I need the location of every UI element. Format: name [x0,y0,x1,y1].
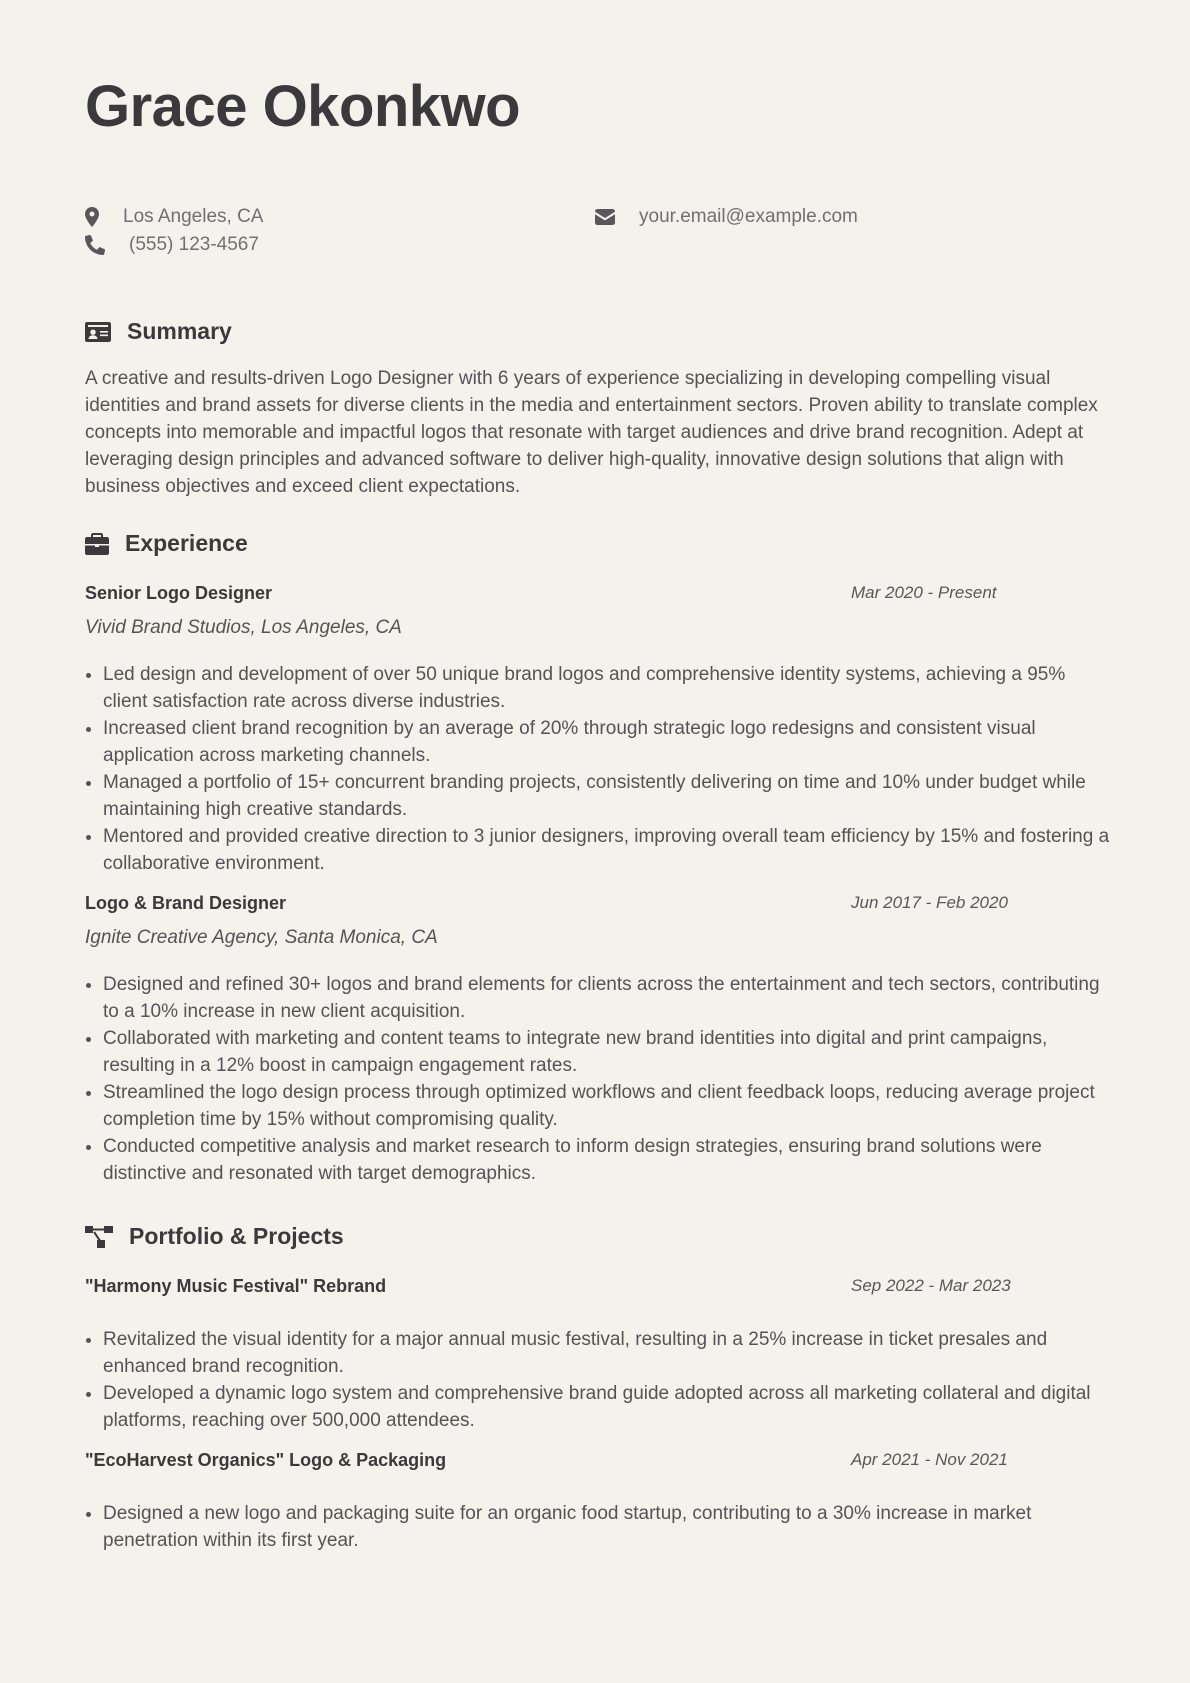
map-pin-icon [85,207,99,227]
briefcase-icon [85,533,109,555]
job-bullets [85,661,1113,877]
project-title: "Harmony Music Festival" Rebrand [85,1276,387,1296]
project-bullets [85,1326,1113,1434]
job-title: Logo & Brand Designer [85,893,287,913]
bullet-item: • Managed a portfolio of 15+ concurrent branding projects, consistently delivering on time and 10% under budget while maintaining high creative standards. [103,769,1113,823]
experience-entry [85,583,1110,877]
project-bullets [85,1500,1113,1554]
contact-email [595,206,858,228]
bullet-item: • Collaborated with marketing and content teams to integrate new brand identities into digital and print campaigns, resulting in a 12% boost in campaign engagement rates. [103,1025,1113,1079]
experience-heading-label: Experience [125,530,248,556]
phone-text: (555) 123-4567 [129,234,259,255]
summary-heading-label: Summary [127,318,232,344]
project-entry [85,1276,1105,1434]
candidate-name: Grace Okonkwo [85,74,521,139]
experience-heading [85,530,1105,557]
job-dates: Mar 2020 - Present [851,583,997,602]
email-text: your.email@example.com [639,206,858,227]
sitemap-icon [85,1226,113,1248]
project-dates: Sep 2022 - Mar 2023 [851,1276,1011,1295]
contact-location [85,206,263,228]
bullet-item: • Designed and refined 30+ logos and brand elements for clients across the entertainment and tech sectors, contributing to a 10% increase in new client acquisition. [103,971,1113,1025]
project-dates: Apr 2021 - Nov 2021 [851,1450,1008,1469]
summary-text: A creative and results-driven Logo Designer with 6 years of experience specializing in developing compelling visual identities and brand assets for diverse clients in the media and entertainment sectors. Proven ability to translate complex concepts into memorable and impactful logos that resonate with target audiences and drive brand recognition. Adept at leveraging design principles and advanced software to deliver high-quality, innovative design solutions that align with business objectives and exceed client expectations. [85,368,1098,497]
id-card-icon [85,322,111,342]
portfolio-heading-label: Portfolio & Projects [129,1223,344,1249]
bullet-item: • Designed a new logo and packaging suite for an organic food startup, contributing to a 30% increase in market penetration within its first year. [103,1500,1113,1554]
job-bullets [85,971,1113,1187]
project-title: "EcoHarvest Organics" Logo & Packaging [85,1450,447,1470]
bullet-item: • Streamlined the logo design process through optimized workflows and client feedback loops, reducing average project completion time by 15% without compromising quality. [103,1079,1113,1133]
bullet-item: • Conducted competitive analysis and market research to inform design strategies, ensuring brand solutions were distinctive and resonated with target demographics. [103,1133,1113,1187]
contact-phone [85,234,259,256]
location-text: Los Angeles, CA [123,206,264,227]
bullet-item: • Mentored and provided creative direction to 3 junior designers, improving overall team efficiency by 15% and fostering a collaborative environment. [103,823,1113,877]
envelope-icon [595,209,615,225]
summary-heading [85,318,1105,345]
job-dates: Jun 2017 - Feb 2020 [851,893,1008,912]
bullet-item: • Led design and development of over 50 unique brand logos and comprehensive identity systems, achieving a 95% client satisfaction rate across diverse industries. [103,661,1113,715]
contact-info [85,206,1105,266]
phone-icon [85,235,105,255]
job-title: Senior Logo Designer [85,583,273,603]
job-company: Vivid Brand Studios, Los Angeles, CA [85,617,402,638]
job-company: Ignite Creative Agency, Santa Monica, CA [85,927,438,948]
experience-entry [85,893,1105,1187]
bullet-item: • Revitalized the visual identity for a major annual music festival, resulting in a 25% increase in ticket presales and enhanced brand recognition. [103,1326,1113,1380]
portfolio-heading [85,1223,1105,1250]
bullet-item: • Developed a dynamic logo system and comprehensive brand guide adopted across all marketing collateral and digital platforms, reaching over 500,000 attendees. [103,1380,1113,1434]
bullet-item: • Increased client brand recognition by an average of 20% through strategic logo redesigns and consistent visual application across marketing channels. [103,715,1113,769]
project-entry [85,1450,1105,1554]
